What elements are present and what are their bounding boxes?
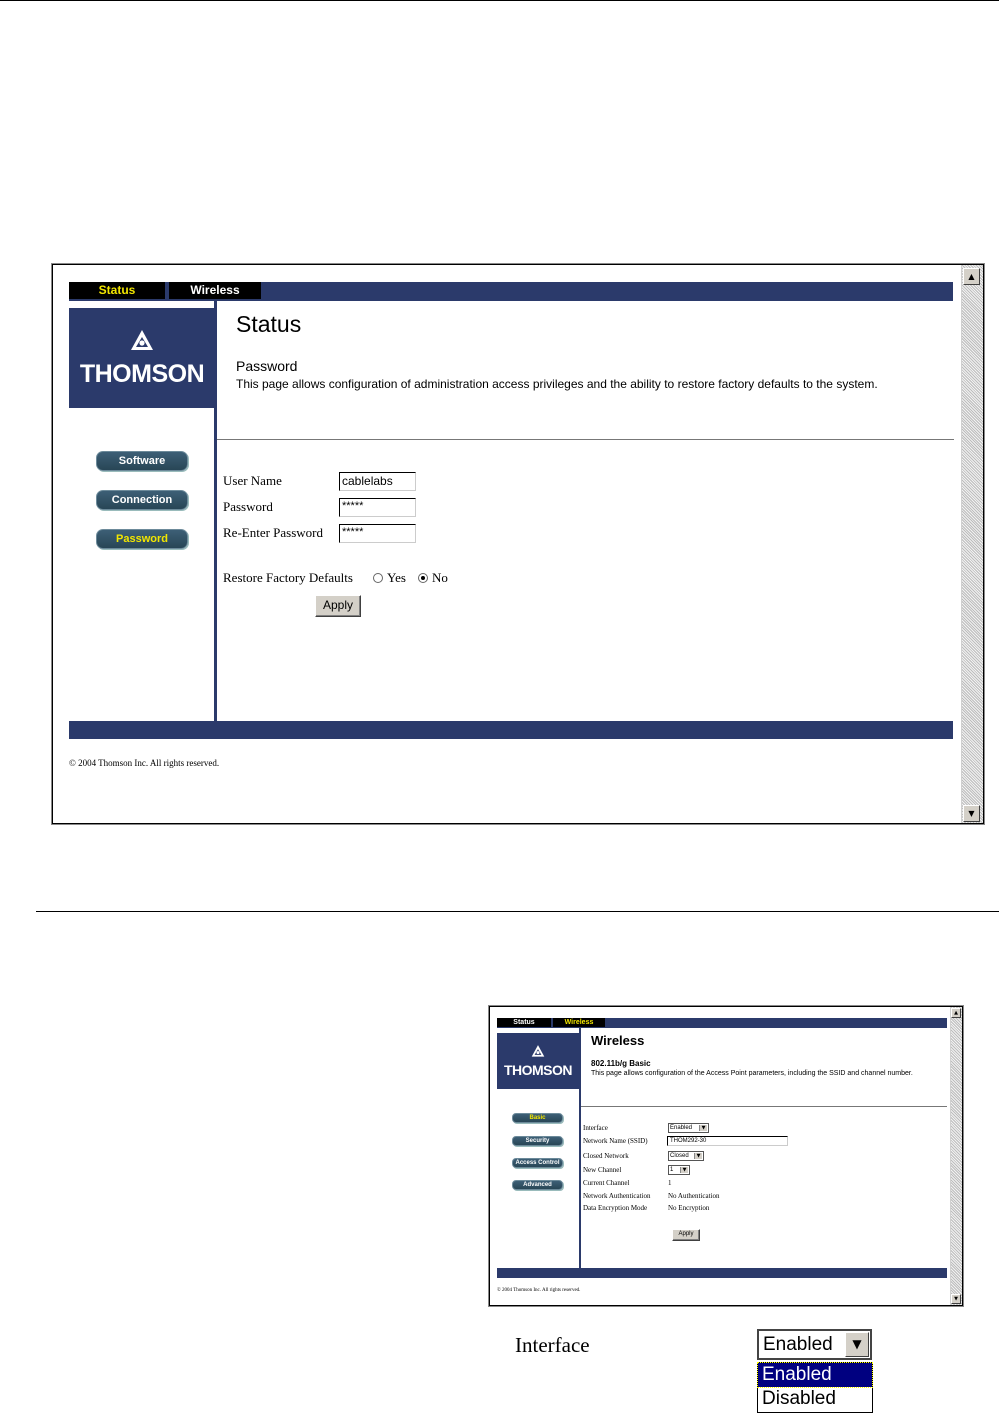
scroll-up-button-2[interactable]	[951, 1008, 961, 1018]
encryption-mode-label: Data Encryption Mode	[583, 1204, 648, 1212]
ssid-input[interactable]: THOM292-30	[667, 1136, 788, 1146]
restore-yes-label: Yes	[387, 570, 406, 585]
interface-zoom-select[interactable]: Enabled ▼	[757, 1329, 872, 1360]
tab-wireless[interactable]: Wireless	[169, 282, 261, 299]
sidebar-divider-2	[579, 1028, 581, 1268]
closed-network-select[interactable]: Closed ▼	[668, 1151, 704, 1161]
content-divider	[217, 439, 954, 440]
option-disabled[interactable]: Disabled	[762, 1388, 836, 1409]
encryption-mode-value: No Encryption	[668, 1204, 710, 1212]
dropdown-arrow-icon: ▼	[845, 1332, 869, 1357]
section-title: Password	[236, 358, 298, 374]
scroll-down-button[interactable]	[963, 805, 980, 822]
interface-select[interactable]: Enabled ▼	[668, 1123, 709, 1133]
dropdown-arrow-icon: ▼	[694, 1153, 702, 1159]
user-name-label: User Name	[223, 473, 282, 488]
new-channel-select[interactable]: 1 ▼	[668, 1165, 690, 1175]
ssid-label: Network Name (SSID)	[583, 1137, 648, 1145]
interface-label: Interface	[583, 1124, 608, 1132]
page-title-2: Wireless	[591, 1033, 645, 1048]
arrow-down-icon: ▼	[954, 1296, 958, 1302]
tab-wireless-2[interactable]: Wireless	[553, 1018, 605, 1027]
dropdown-arrow-icon: ▼	[699, 1125, 707, 1131]
page-title: Status	[236, 311, 302, 337]
copyright-footer-2: © 2004 Thomson Inc. All rights reserved.	[497, 1288, 581, 1293]
logo-text: THOMSON	[79, 359, 205, 388]
restore-no-label: No	[432, 570, 448, 585]
nav-access-control-button[interactable]: Access Control	[512, 1158, 563, 1168]
status-screenshot	[51, 263, 985, 825]
reenter-password-label: Re-Enter Password	[223, 525, 324, 540]
nav-password-button[interactable]: Password	[96, 529, 188, 549]
apply-button-2[interactable]: Apply	[672, 1229, 700, 1241]
interface-zoom-options	[757, 1362, 873, 1413]
page-description-2: This page allows configuration of the Access Point parameters, including the SSID and channel number.	[591, 1070, 913, 1077]
network-auth-label: Network Authentication	[583, 1192, 651, 1200]
vertical-scrollbar[interactable]	[961, 265, 983, 823]
top-rule	[0, 0, 999, 1]
thomson-logo-2	[497, 1033, 579, 1089]
scroll-up-button[interactable]	[963, 268, 980, 285]
arrow-down-icon: ▼	[968, 809, 975, 818]
closed-network-label: Closed Network	[583, 1152, 629, 1160]
vertical-scrollbar-2[interactable]	[950, 1007, 962, 1305]
scroll-down-button-2[interactable]	[951, 1294, 961, 1304]
wireless-screenshot	[488, 1005, 964, 1307]
new-channel-label: New Channel	[583, 1166, 622, 1174]
dropdown-arrow-icon: ▼	[680, 1167, 688, 1173]
content-divider-2	[581, 1106, 947, 1107]
interface-zoom-label: Interface	[515, 1333, 590, 1357]
copyright-footer: © 2004 Thomson Inc. All rights reserved.	[69, 758, 220, 768]
restore-no-radio[interactable]	[418, 573, 428, 583]
browser-viewport-2	[489, 1006, 963, 1306]
reenter-password-input[interactable]: *****	[339, 524, 416, 543]
thomson-logo-icon	[128, 328, 156, 356]
thomson-logo	[69, 308, 215, 408]
tab-status-2[interactable]: Status	[497, 1018, 551, 1027]
current-channel-value: 1	[668, 1179, 672, 1187]
restore-yes-radio[interactable]	[373, 573, 383, 583]
nav-basic-button[interactable]: Basic	[512, 1113, 563, 1123]
network-auth-value: No Authentication	[668, 1192, 720, 1200]
restore-defaults-label: Restore Factory Defaults	[223, 570, 353, 585]
sidebar-divider	[214, 301, 217, 721]
section-rule	[36, 911, 999, 912]
tab-status[interactable]: Status	[69, 282, 165, 299]
user-name-input[interactable]: cablelabs	[339, 472, 416, 491]
apply-button[interactable]: Apply	[315, 595, 361, 617]
arrow-up-icon: ▲	[968, 272, 975, 281]
nav-security-button[interactable]: Security	[512, 1136, 563, 1146]
logo-text-2: THOMSON	[503, 1062, 573, 1078]
password-input[interactable]: *****	[339, 498, 416, 517]
thomson-logo-icon-2	[530, 1044, 546, 1060]
bottom-nav-bar-2	[497, 1268, 947, 1278]
arrow-up-icon: ▲	[954, 1010, 958, 1016]
nav-connection-button[interactable]: Connection	[96, 490, 188, 510]
bottom-nav-bar	[69, 721, 953, 739]
password-label: Password	[223, 499, 273, 514]
browser-viewport	[52, 264, 984, 824]
page-description: This page allows configuration of administration access privileges and the ability to restore factory defaults to the system.	[236, 377, 878, 391]
nav-advanced-button[interactable]: Advanced	[512, 1180, 563, 1190]
current-channel-label: Current Channel	[583, 1179, 630, 1187]
option-enabled[interactable]: Enabled	[758, 1363, 872, 1387]
nav-software-button[interactable]: Software	[96, 451, 188, 471]
section-title-2: 802.11b/g Basic	[591, 1059, 651, 1068]
